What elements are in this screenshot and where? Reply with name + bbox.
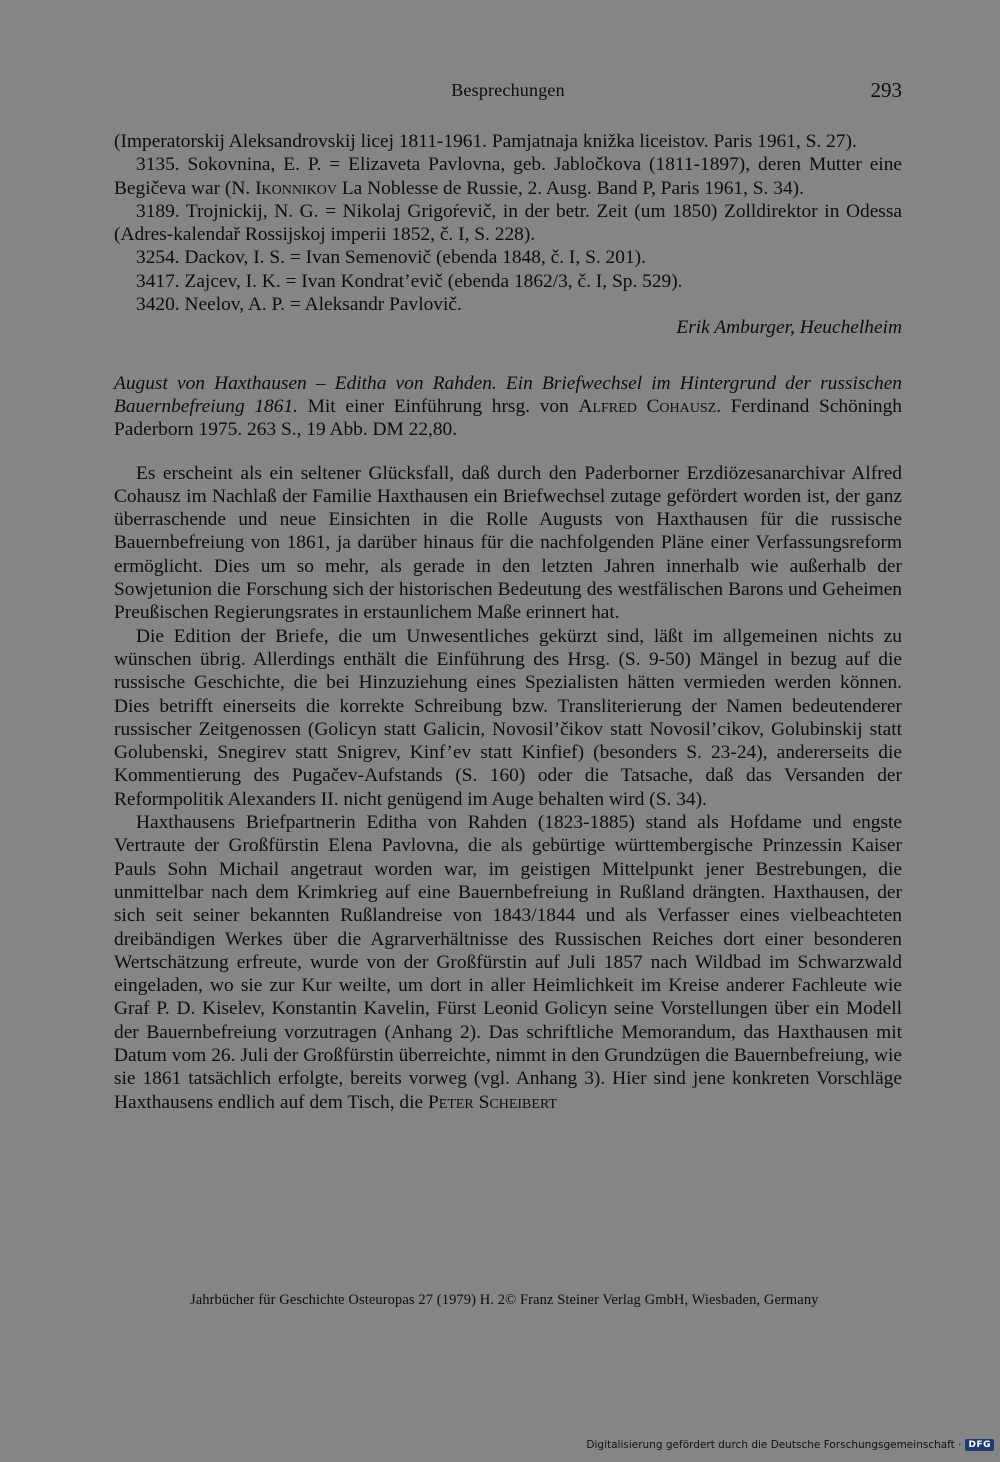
page-number: 293 <box>870 78 902 102</box>
author-name-small-caps: Ikonnikov <box>255 177 337 199</box>
cited-author-name: Peter Scheibert <box>427 1091 557 1113</box>
review-paragraph: Die Edition der Briefe, die um Unwesentliches gekürzt sind, läßt im allgemeinen nichts zu wünschen übrig. Allerdings enthält die Einführung des Hrsg. (S. 9-50) Mängel in bezug auf die russische Geschichte, die bei Hinzuziehung eines Spezialisten hätten vermieden werden können. Dies betrifft einerseits die korrekte Schreibung bzw. Transliterierung der Namen bedeutenderer russischer Zeitgenossen (Golicyn statt Galicin, Novosil’čikov statt Novosil’cikov, Golubinskij statt Golubenski, Snegirev statt Snigrev, Kinf’ev statt Kinfief) (besonders S. 23-24), andererseits die Kommentierung des Pugačev-Aufstands (S. 160) oder die Tatsache, daß das Versanden der Reformpolitik Alexanders II. nicht genügend im Auge behalten wird (S. 34). <box>114 625 902 810</box>
journal-footer: Jahrbücher für Geschichte Osteuropas 27 (1979) H. 2© Franz Steiner Verlag GmbH, Wiesbaden, Germany <box>190 1292 819 1308</box>
digitization-note: Digitalisierung gefördert durch die Deutsche Forschungsgemeinschaft · <box>586 1439 962 1451</box>
review-bibliographic-heading: August von Haxthausen – Editha von Rahden. Ein Briefwechsel im Hintergrund der russischen Bauernbefreiung 1861. Mit einer Einführung hrsg. von Alfred Cohausz. Ferdinand Schöningh Paderborn 1975. 263 S., 19 Abb. DM 22,80. <box>114 372 902 441</box>
dfg-logo-icon: DFG <box>965 1439 994 1451</box>
review-paragraph: Es erscheint als ein seltener Glücksfall, daß durch den Paderborner Erzdiözesanarchivar Alfred Cohausz im Nachlaß der Familie Haxthausen ein Briefwechsel zutage gefördert worden ist, der ganz überraschende und neue Einsichten in die Rolle Augusts von Haxthausen für die russische Bauernbefreiung von 1861, ja darüber hinaus für die nachfolgenden Pläne einer Verfassungsreform ermöglicht. Dies um so mehr, als gerade in den letzten Jahren innerhalb wie außerhalb der Sowjetunion die Forschung sich der historischen Bedeutung des westfälischen Barons und Geheimen Preußischen Regierungsrates in erstaunlichem Maße erinnert hat. <box>114 462 902 624</box>
register-entry: 3417. Zajcev, I. K. = Ivan Kondrat’evič (ebenda 1862/3, č. I, Sp. 529). <box>136 270 683 292</box>
page-header <box>114 78 902 108</box>
editor-name: Alfred Cohausz <box>578 395 717 417</box>
register-entry: 3189. Trojnickij, N. G. = Nikolaj Grigoŕevič, in der betr. Zeit (um 1850) Zolldirektor in Odessa (Adres-kalendař Rossijskoj imperii 1852, č. I, S. 228). <box>114 200 902 246</box>
digitization-credit <box>586 1436 994 1454</box>
register-entry: 3135. Sokovnina, E. P. = Elizaveta Pavlovna, geb. Jabločkova (1811-1897), deren Mutter eine Begičeva war (N. Ikonnikov La Noblesse de Russie, 2. Ausg. Band P, Paris 1961, S. 34). <box>114 154 902 199</box>
register-entry: 3254. Dackov, I. S. = Ivan Semenovič (ebenda 1848, č. I, S. 201). <box>136 247 646 269</box>
review-paragraph: Haxthausens Briefpartnerin Editha von Rahden (1823-1885) stand als Hofdame und engste Vertraute der Großfürstin Elena Pavlovna, die als gebürtige württembergische Prinzessin Kaiser Pauls Sohn Michail angetraut worden war, im geistigen Mittelpunkt jener Bestrebungen, die unmittelbar nach dem Krimkrieg auf eine Bauernbefreiung in Rußland drängten. Haxthausen, der sich seit seiner bekannten Rußlandreise von 1843/1844 und als Verfasser eines vielbeachteten dreibändigen Werkes über die Agrarverhältnisse des Russischen Reiches dort einer besonderen Wertschätzung erfreute, wurde von der Großfürstin auf Juli 1857 nach Wildbad im Schwarzwald eingeladen, wo sie zur Kur weilte, um dort in aller Heimlichkeit im Kreise anderer Fachleute wie Graf P. D. Kiselev, Konstantin Kavelin, Fürst Leonid Golicyn seine Vorstellungen über ein Modell der Bauernbefreiung vorzutragen (Anhang 2). Das schriftliche Memorandum, das Haxthausen mit Datum vom 26. Juli der Großfürstin überreichte, nimmt in den Grundzügen die Bauernbefreiung, wie sie 1861 tatsächlich erfolgte, bereits vorweg (vgl. Anhang 3). Hier sind jene konkreten Vorschläge Haxthausens endlich auf dem Tisch, die Peter Scheibert <box>114 812 902 1113</box>
running-title: Besprechungen <box>451 80 565 100</box>
reviewer-signature: Erik Amburger, Heuchelheim <box>676 317 902 339</box>
article-text <box>114 130 902 1114</box>
book-title: August von Haxthausen – Editha von Rahden. Ein Briefwechsel im Hintergrund der russischen Bauernbefreiung 1861. <box>114 372 902 417</box>
register-entry: 3420. Neelov, A. P. = Aleksandr Pavlovič. <box>136 294 462 316</box>
previous-review-continuation: (Imperatorskij Aleksandrovskij licej 1811-1961. Pamjatnaja knižka liceistov. Paris 1961, S. 27). <box>114 131 857 152</box>
